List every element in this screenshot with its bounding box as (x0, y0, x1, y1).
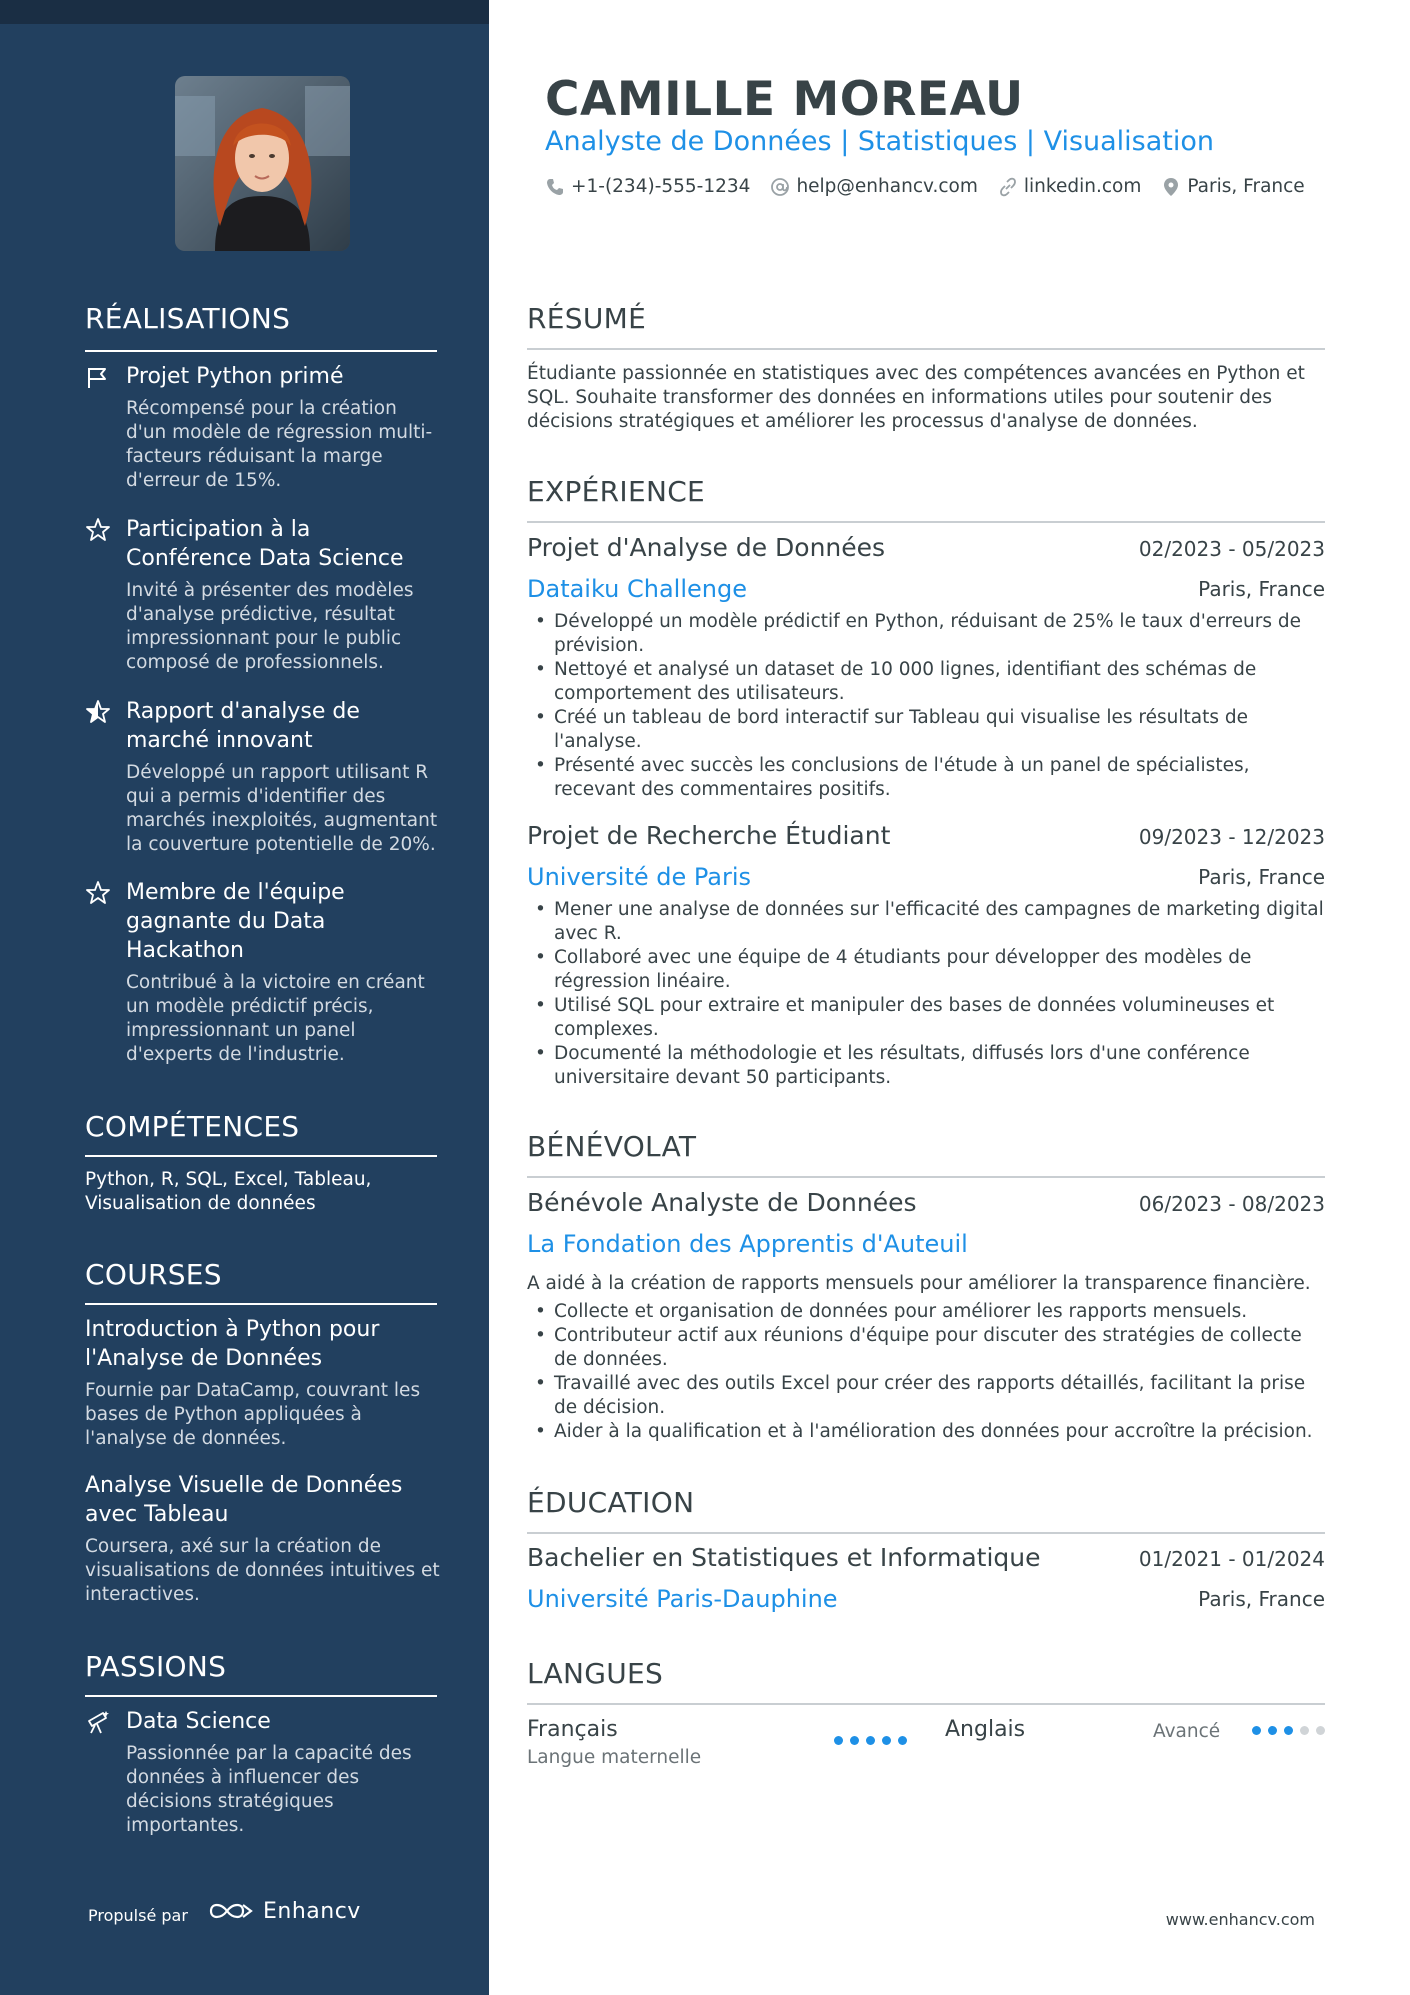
email-text: help@enhancv.com (796, 176, 978, 197)
rating-dot (850, 1736, 859, 1745)
course-title: Analyse Visuelle de Données avec Tableau (85, 1473, 403, 1527)
experience-bullets (527, 898, 1327, 1090)
profile-photo (175, 76, 350, 251)
experience-title: EXPÉRIENCE (527, 475, 706, 508)
volunteer-bullets (527, 1300, 1327, 1444)
phone-icon (545, 177, 565, 197)
courses-rule (85, 1303, 437, 1305)
rating-dot (866, 1736, 875, 1745)
experience-dates: 02/2023 - 05/2023 (1138, 537, 1325, 561)
achievement-desc: Développé un rapport utilisant R qui a permis d'identifier des marchés inexploités, augmentant la couverture potentielle de 20%. (126, 762, 438, 855)
course-desc: Fournie par DataCamp, couvrant les bases de Python appliquées à l'analyse de données. (85, 1380, 421, 1449)
education-degree: Bachelier en Statistiques et Informatique (527, 1543, 1041, 1572)
star-half-icon (85, 699, 111, 725)
experience-location: Paris, France (1198, 577, 1325, 601)
experience-bullets (527, 610, 1327, 802)
website-link[interactable]: www.enhancv.com (1165, 1910, 1315, 1929)
achievement-desc: Contribué à la victoire en créant un modèle prédictif précis, impressionnant un panel d'experts de l'industrie. (126, 972, 425, 1065)
language-rating (834, 1736, 914, 1745)
rating-dot (882, 1736, 891, 1745)
summary-title: RÉSUMÉ (527, 302, 647, 335)
experience-role: Projet d'Analyse de Données (527, 533, 886, 562)
link-icon (998, 177, 1018, 197)
passion-title: Data Science (126, 1709, 271, 1734)
enhancv-logo-text: Enhancv (263, 1898, 361, 1924)
education-title: ÉDUCATION (527, 1486, 695, 1519)
education-location: Paris, France (1198, 1587, 1325, 1611)
volunteer-rule (527, 1176, 1325, 1178)
rating-dot (1300, 1726, 1309, 1735)
achievement-title: Participation à la Conférence Data Science (126, 517, 404, 571)
volunteer-role: Bénévole Analyste de Données (527, 1188, 917, 1217)
location-pin-icon (1161, 177, 1181, 197)
experience-dates: 09/2023 - 12/2023 (1138, 825, 1325, 849)
skills-title: COMPÉTENCES (85, 1110, 300, 1143)
phone-text: +1-(234)-555-1234 (571, 176, 751, 197)
achievement-title: Membre de l'équipe gagnante du Data Hackathon (126, 880, 345, 963)
achievement-desc: Récompensé pour la création d'un modèle de régression multi-facteurs réduisant la marge d'erreur de 15%. (126, 398, 433, 491)
rating-dot (898, 1736, 907, 1745)
achievements-rule (85, 350, 437, 352)
course-desc: Coursera, axé sur la création de visualisations de données intuitives et interactives. (85, 1536, 440, 1605)
star-icon (85, 880, 111, 906)
achievement-item (85, 515, 440, 685)
languages-rule (527, 1703, 1325, 1705)
experience-org[interactable]: Dataiku Challenge (527, 575, 747, 603)
flag-icon (85, 364, 111, 390)
contact-linkedin[interactable] (998, 176, 1141, 197)
sidebar (0, 0, 489, 1995)
experience-role: Projet de Recherche Étudiant (527, 821, 891, 850)
language-name: Anglais (945, 1717, 1026, 1742)
list-item: • Collecte et organisation de données pour améliorer les rapports mensuels. (527, 1300, 1327, 1324)
list-item: • Créé un tableau de bord interactif sur Tableau qui visualise les résultats de l'analyse. (527, 706, 1327, 754)
language-level: Avancé (1153, 1721, 1221, 1742)
summary-rule (527, 348, 1325, 350)
rating-dot (1252, 1726, 1261, 1735)
volunteer-title: BÉNÉVOLAT (527, 1130, 697, 1163)
skills-list: Python, R, SQL, Excel, Tableau, Visualisation de données (85, 1169, 372, 1214)
achievement-title: Projet Python primé (126, 364, 344, 389)
course-title: Introduction à Python pour l'Analyse de Données (85, 1317, 380, 1371)
enhancv-logo[interactable] (207, 1897, 361, 1925)
experience-location: Paris, France (1198, 865, 1325, 889)
education-dates: 01/2021 - 01/2024 (1138, 1547, 1325, 1571)
list-item: • Présenté avec succès les conclusions de l'étude à un panel de spécialistes, recevant des commentaires positifs. (527, 754, 1327, 802)
volunteer-intro: A aidé à la création de rapports mensuels pour améliorer la transparence financière. (527, 1273, 1311, 1294)
powered-by-label: Propulsé par (88, 1906, 188, 1925)
sidebar-top-bar (0, 0, 489, 24)
achievement-item (85, 362, 440, 502)
list-item: • Nettoyé et analysé un dataset de 10 000 lignes, identifiant des schémas de comportement des utilisateurs. (527, 658, 1327, 706)
experience-rule (527, 521, 1325, 523)
education-school[interactable]: Université Paris-Dauphine (527, 1585, 838, 1613)
list-item: • Documenté la méthodologie et les résultats, diffusés lors d'une conférence universitaire devant 50 participants. (527, 1042, 1327, 1090)
courses-title: COURSES (85, 1258, 222, 1291)
at-icon (770, 177, 790, 197)
contact-email[interactable] (770, 176, 977, 197)
list-item: • Travaillé avec des outils Excel pour créer des rapports détaillés, facilitant la prise de décision. (527, 1372, 1327, 1420)
achievement-title: Rapport d'analyse de marché innovant (126, 699, 360, 753)
language-rating (1252, 1726, 1332, 1735)
achievements-title: RÉALISATIONS (85, 302, 291, 335)
language-name: Français (527, 1717, 618, 1742)
linkedin-text: linkedin.com (1023, 176, 1142, 197)
experience-org[interactable]: Université de Paris (527, 863, 752, 891)
contact-location (1161, 176, 1304, 197)
list-item: • Collaboré avec une équipe de 4 étudiants pour développer des modèles de régression linéaire. (527, 946, 1327, 994)
rating-dot (1316, 1726, 1325, 1735)
achievement-item (85, 878, 440, 1078)
list-item: • Contributeur actif aux réunions d'équipe pour discuter des stratégies de collecte de données. (527, 1324, 1327, 1372)
language-sub: Langue maternelle (527, 1747, 702, 1768)
education-rule (527, 1532, 1325, 1534)
rating-dot (1284, 1726, 1293, 1735)
languages-title: LANGUES (527, 1657, 664, 1690)
rating-dot (1268, 1726, 1277, 1735)
list-item: • Utilisé SQL pour extraire et manipuler des bases de données volumineuses et complexes. (527, 994, 1327, 1042)
achievement-desc: Invité à présenter des modèles d'analyse prédictive, résultat impressionnant pour le public composé de professionnels. (126, 580, 414, 673)
passions-rule (85, 1695, 437, 1697)
contact-phone[interactable] (545, 176, 750, 197)
passions-title: PASSIONS (85, 1650, 227, 1683)
list-item: • Aider à la qualification et à l'amélioration des données pour accroître la précision. (527, 1420, 1327, 1444)
skills-rule (85, 1155, 437, 1157)
volunteer-org[interactable]: La Fondation des Apprentis d'Auteuil (527, 1230, 968, 1258)
enhancv-logo-icon (207, 1897, 255, 1925)
list-item: • Développé un modèle prédictif en Python, réduisant de 25% le taux d'erreurs de prévision. (527, 610, 1327, 658)
candidate-subtitle: Analyste de Données | Statistiques | Visualisation (545, 126, 1215, 157)
candidate-name: CAMILLE MOREAU (545, 72, 1024, 127)
achievement-item (85, 697, 440, 867)
contact-bar (545, 176, 1325, 197)
summary-text: Étudiante passionnée en statistiques avec des compétences avancées en Python et SQL. Souhaite transformer des données en informations utiles pour soutenir des décisions stratégiques et améliorer les processus d'analyse de données. (527, 363, 1305, 432)
passion-desc: Passionnée par la capacité des données à influencer des décisions stratégiques importantes. (126, 1743, 412, 1836)
rating-dot (834, 1736, 843, 1745)
volunteer-dates: 06/2023 - 08/2023 (1138, 1192, 1325, 1216)
passion-item (85, 1707, 440, 1847)
location-text: Paris, France (1187, 176, 1305, 197)
star-icon (85, 517, 111, 543)
telescope-icon (85, 1709, 111, 1735)
list-item: • Mener une analyse de données sur l'efficacité des campagnes de marketing digital avec R. (527, 898, 1327, 946)
